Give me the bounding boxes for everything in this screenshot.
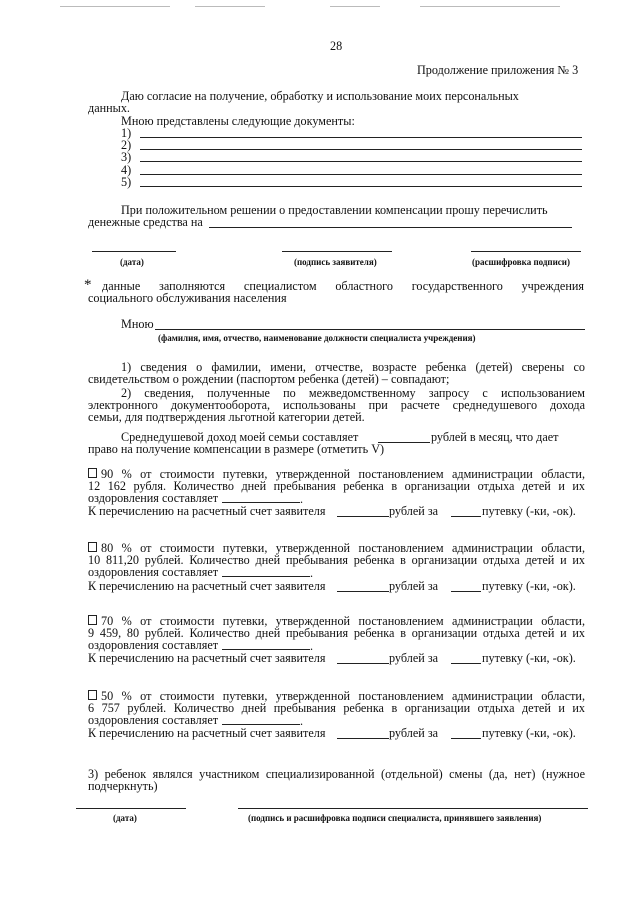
note-text: социального обслуживания населения: [88, 291, 287, 305]
option-80-text: 80 % от стоимости путевки, утвержденной постановлением администрации области,: [88, 541, 585, 555]
amount-field[interactable]: [337, 738, 389, 739]
option-90-text: 12 162 рубля. Количество дней пребывания ребенка в организации отдыха детей и их: [88, 479, 585, 493]
income-text: право на получение компенсации в размере (отметить V): [88, 442, 385, 456]
consent-line: данных.: [88, 101, 130, 115]
item3-text: 3) ребенок являлся участником специализированной (отдельной) смены (да, нет) (нужное: [88, 767, 585, 781]
document-item: 1): [121, 126, 132, 140]
note-text: данные заполняются специалистом областного государственного учреждения: [102, 279, 584, 293]
pay-label: путевку (-ки, -ок).: [482, 579, 576, 593]
pay-label: К перечислению на расчетный счет заявителя: [88, 726, 326, 740]
days-field[interactable]: [222, 649, 310, 650]
days-field[interactable]: [222, 724, 300, 725]
item2-text: семьи, для подтверждения льготной категории детей.: [88, 410, 365, 424]
option-80-text: 10 811,20 рублей. Количество дней пребывания ребенка в организации отдыха детей и их: [88, 553, 585, 567]
date-field[interactable]: [76, 808, 186, 809]
vouchers-field[interactable]: [451, 591, 481, 592]
document-item: 4): [121, 163, 132, 177]
vouchers-field[interactable]: [451, 663, 481, 664]
scan-artifact: [60, 6, 170, 7]
vouchers-field[interactable]: [451, 516, 481, 517]
pay-label: рублей за: [389, 504, 439, 518]
income-text: Среднедушевой доход моей семьи составляет: [121, 430, 359, 444]
option-90-text: 90 % от стоимости путевки, утвержденной постановлением администрации области,: [88, 467, 585, 481]
scan-artifact: [330, 6, 380, 7]
item2-text: электронного документооборота, использованы при расчете среднедушевого дохода: [88, 398, 585, 412]
checkbox[interactable]: [88, 542, 97, 552]
decoding-field[interactable]: [471, 251, 581, 252]
checkbox[interactable]: [88, 690, 97, 700]
consent-line: Даю согласие на получение, обработку и использование моих персональных: [121, 89, 519, 103]
signature-caption: (подпись заявителя): [294, 257, 377, 267]
pay-label: рублей за: [389, 651, 439, 665]
period: .: [310, 566, 314, 580]
days-field[interactable]: [222, 576, 310, 577]
transfer-text: При положительном решении о предоставлении компенсации прошу перечислить: [121, 203, 548, 217]
period: .: [300, 714, 304, 728]
document-field[interactable]: [140, 186, 582, 187]
period: .: [310, 639, 314, 653]
item2-text: 2) сведения, полученные по межведомственному запросу с использованием: [121, 386, 585, 400]
income-field[interactable]: [378, 442, 430, 443]
pay-label: К перечислению на расчетный счет заявителя: [88, 504, 326, 518]
scan-artifact: [195, 6, 265, 7]
specialist-caption: (фамилия, имя, отчество, наименование должности специалиста учреждения): [158, 333, 476, 343]
document-field[interactable]: [140, 149, 582, 150]
item1-text: 1) сведения о фамилии, имени, отчестве, возрасте ребенка (детей) сверены со: [121, 360, 585, 374]
page-number: 28: [330, 39, 343, 53]
option-90-text: оздоровления составляет: [88, 491, 219, 505]
amount-field[interactable]: [337, 663, 389, 664]
document-item: 3): [121, 150, 132, 164]
checkbox[interactable]: [88, 615, 97, 625]
scan-artifact: [420, 6, 560, 7]
date-caption: (дата): [113, 813, 137, 823]
option-50-text: 6 757 рублей. Количество дней пребывания ребенка в организации отдыха детей и их: [88, 701, 585, 715]
vouchers-field[interactable]: [451, 738, 481, 739]
specialist-signature-caption: (подпись и расшифровка подписи специалиста, принявшего заявления): [248, 813, 542, 823]
specialist-signature-field[interactable]: [238, 808, 588, 809]
asterisk: *: [84, 277, 92, 293]
specialist-name-field[interactable]: [155, 329, 585, 330]
income-text: рублей в месяц, что дает: [431, 430, 559, 444]
pay-label: путевку (-ки, -ок).: [482, 504, 576, 518]
pay-label: путевку (-ки, -ок).: [482, 726, 576, 740]
continuation-title: Продолжение приложения № 3: [417, 63, 579, 77]
documents-intro: Мною представлены следующие документы:: [121, 114, 355, 128]
document-field[interactable]: [140, 161, 582, 162]
period: .: [300, 492, 304, 506]
item3-text: подчеркнуть): [88, 779, 158, 793]
pay-label: рублей за: [389, 726, 439, 740]
amount-field[interactable]: [337, 591, 389, 592]
document-item: 2): [121, 138, 132, 152]
signature-field[interactable]: [282, 251, 392, 252]
amount-field[interactable]: [337, 516, 389, 517]
pay-label: К перечислению на расчетный счет заявителя: [88, 579, 326, 593]
date-caption: (дата): [120, 257, 144, 267]
pay-label: путевку (-ки, -ок).: [482, 651, 576, 665]
document-field[interactable]: [140, 137, 582, 138]
days-field[interactable]: [222, 502, 300, 503]
document-item: 5): [121, 175, 132, 189]
pay-label: К перечислению на расчетный счет заявителя: [88, 651, 326, 665]
by-me-label: Мною: [121, 317, 154, 331]
account-field[interactable]: [209, 227, 572, 228]
option-70-text: 70 % от стоимости путевки, утвержденной постановлением администрации области,: [88, 614, 585, 628]
option-50-text: оздоровления составляет: [88, 713, 219, 727]
option-70-text: 9 459, 80 рублей. Количество дней пребывания ребенка в организации отдыха детей и их: [88, 626, 585, 640]
option-70-text: оздоровления составляет: [88, 638, 219, 652]
option-80-text: оздоровления составляет: [88, 565, 219, 579]
item1-text: свидетельством о рождении (паспортом ребенка (детей) – совпадают;: [88, 372, 450, 386]
checkbox[interactable]: [88, 468, 97, 478]
decoding-caption: (расшифровка подписи): [472, 257, 570, 267]
pay-label: рублей за: [389, 579, 439, 593]
date-field[interactable]: [92, 251, 176, 252]
transfer-text: денежные средства на: [88, 215, 203, 229]
option-50-text: 50 % от стоимости путевки, утвержденной постановлением администрации области,: [88, 689, 585, 703]
document-field[interactable]: [140, 174, 582, 175]
